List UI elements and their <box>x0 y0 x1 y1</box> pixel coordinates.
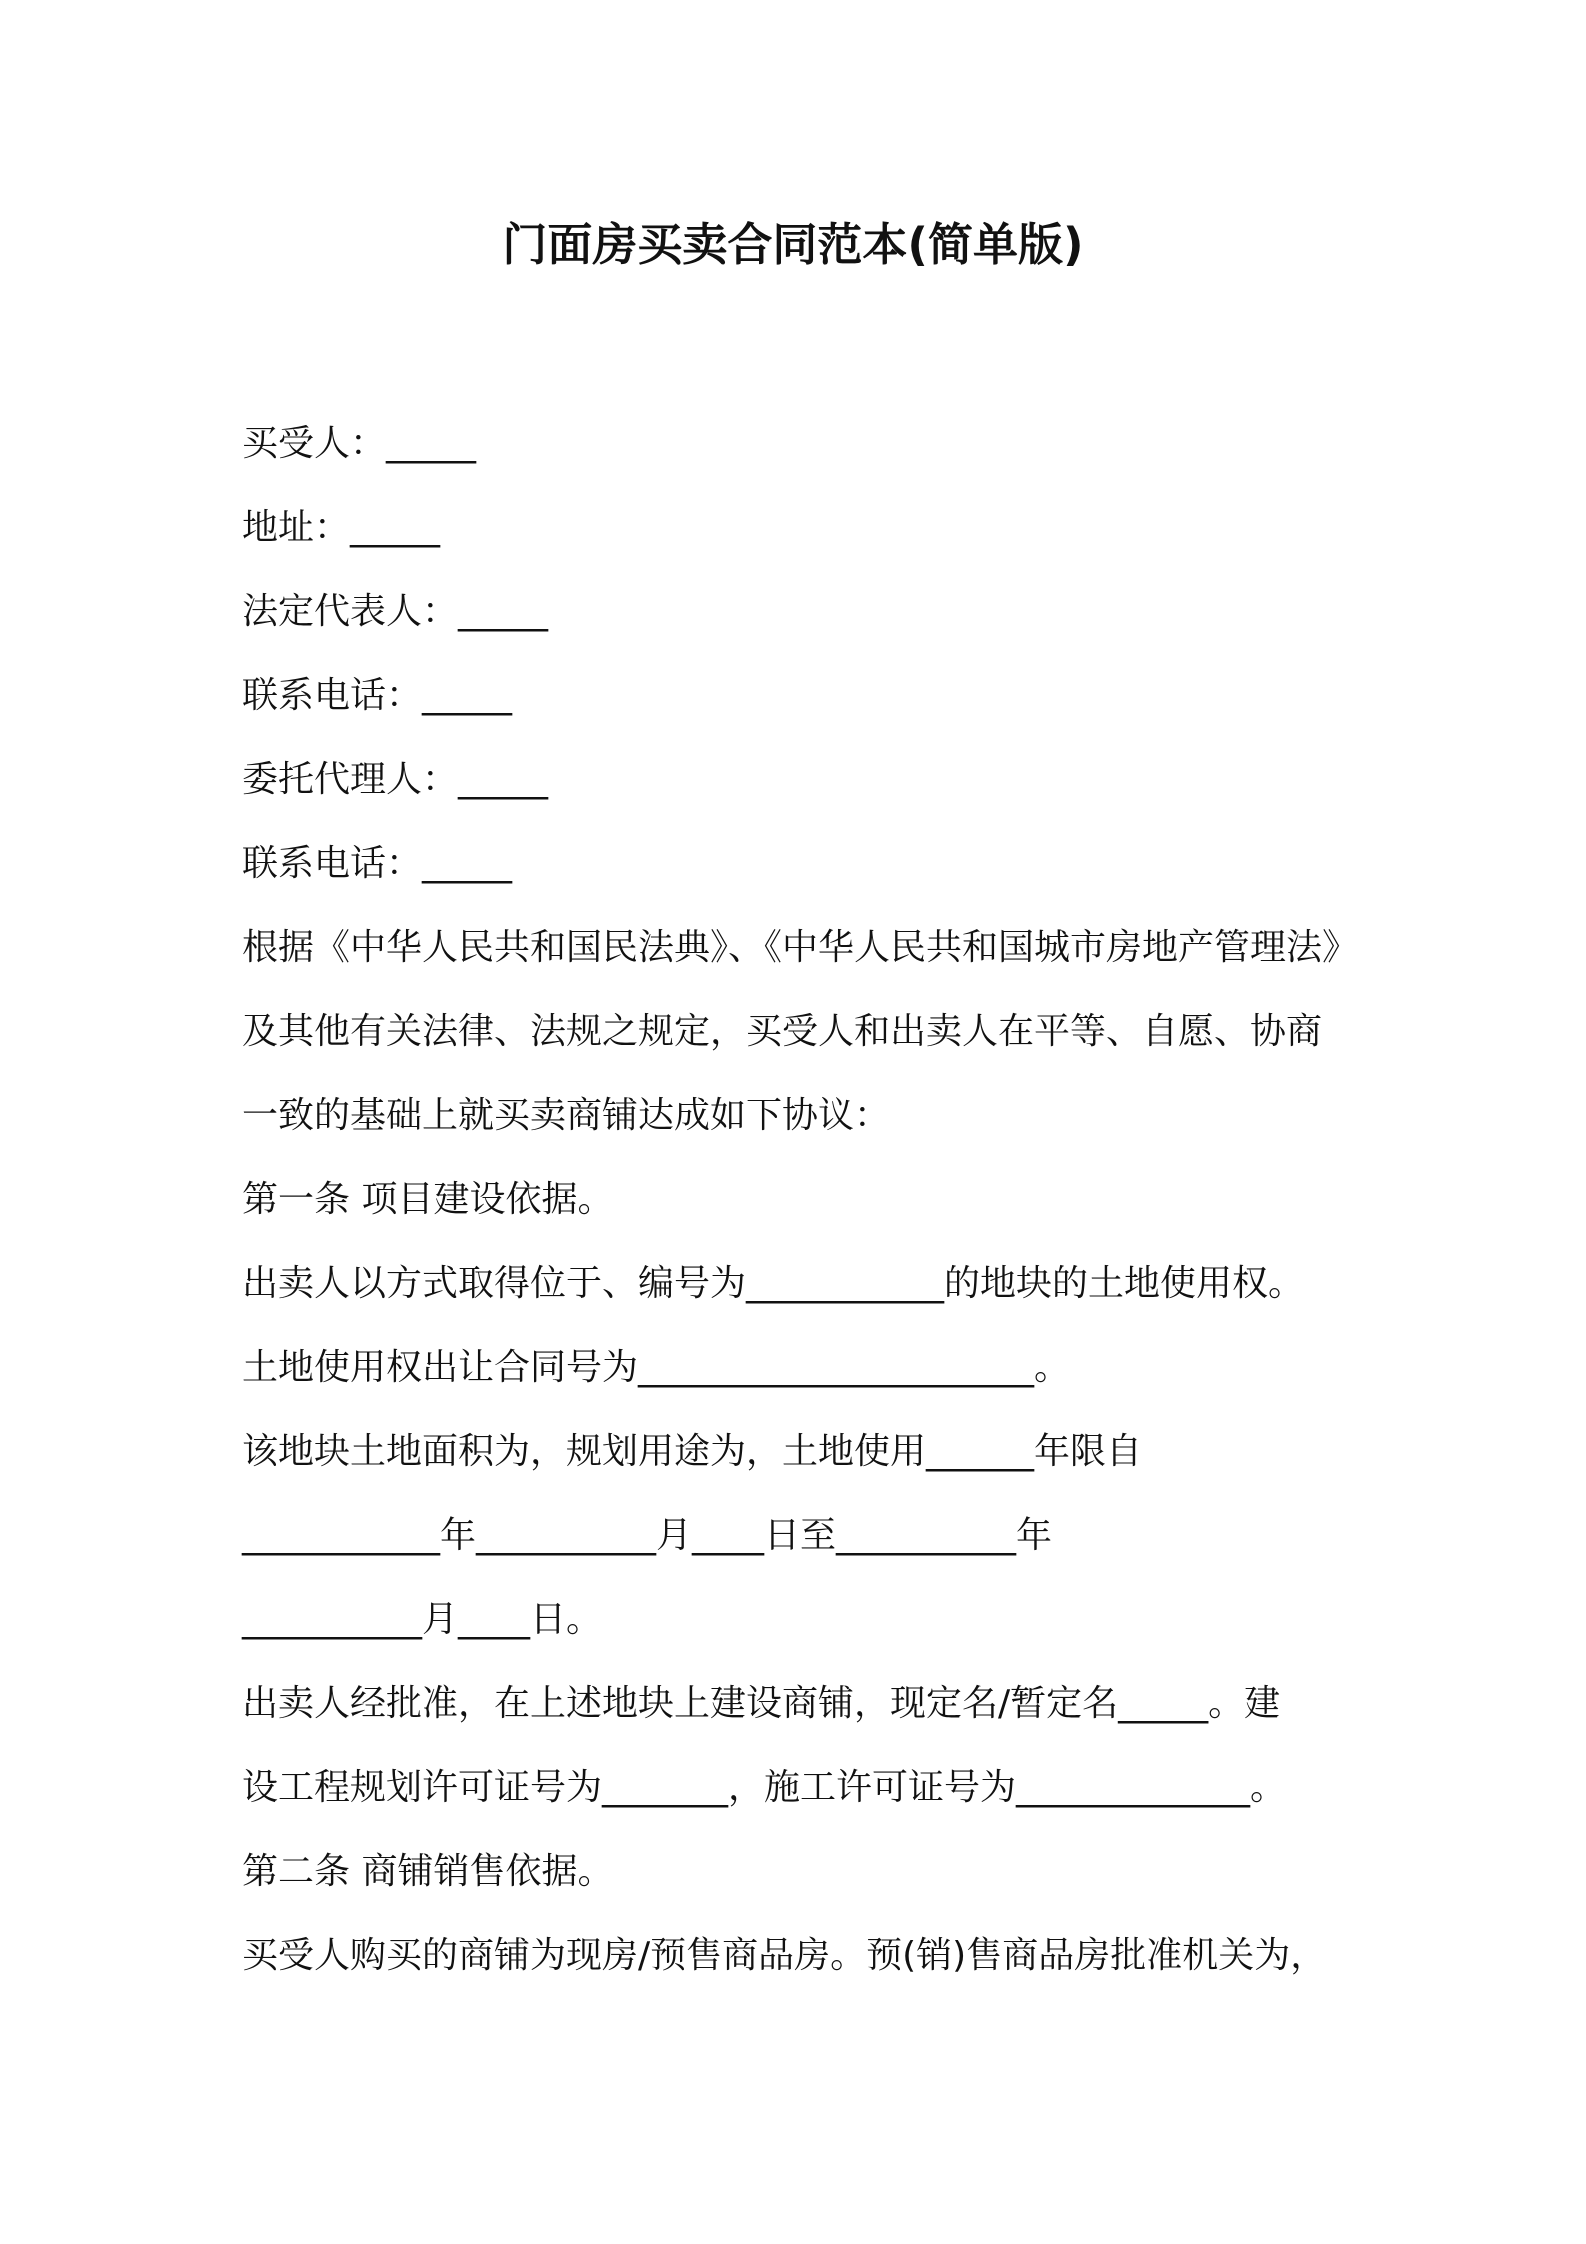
document-body <box>242 402 1362 1998</box>
article-heading: 第一条 项目建设依据。 <box>242 1179 614 1220</box>
address-line: 地址：_____ <box>242 507 441 548</box>
article-text-line: 设工程规划许可证号为_______，施工许可证号为_____________。 <box>242 1767 1287 1808</box>
phone-line: 联系电话：_____ <box>242 675 513 716</box>
buyer-line: 买受人：_____ <box>242 423 477 464</box>
article-text-line: 出卖人经批准，在上述地块上建设商铺，现定名/暂定名_____。建 <box>242 1683 1281 1724</box>
agent-line: 委托代理人：_____ <box>242 759 549 800</box>
legal-representative-line: 法定代表人：_____ <box>242 591 549 632</box>
document-title: 门面房买卖合同范本(简单版) <box>502 218 1084 271</box>
article-heading: 第二条 商铺销售依据。 <box>242 1851 614 1892</box>
article-text-line: 该地块土地面积为，规划用途为，土地使用______年限自 <box>242 1431 1143 1472</box>
preamble-line: 一致的基础上就买卖商铺达成如下协议： <box>242 1095 891 1136</box>
article-text-line: 出卖人以方式取得位于、编号为___________的地块的土地使用权。 <box>242 1263 1305 1304</box>
article-text-line: __________月____日。 <box>242 1599 603 1640</box>
preamble-line: 根据《中华人民共和国民法典》、《中华人民共和国城市房地产管理法》 <box>242 927 1359 968</box>
article-text-line: ___________年__________月____日至__________年 <box>242 1515 1052 1556</box>
article-text-line: 买受人购买的商铺为现房/预售商品房。预(销)售商品房批准机关为， <box>242 1935 1327 1976</box>
preamble-line: 及其他有关法律、法规之规定，买受人和出卖人在平等、自愿、协商 <box>242 1011 1323 1052</box>
article-text-line: 土地使用权出让合同号为______________________。 <box>242 1347 1071 1388</box>
agent-phone-line: 联系电话：_____ <box>242 843 513 884</box>
